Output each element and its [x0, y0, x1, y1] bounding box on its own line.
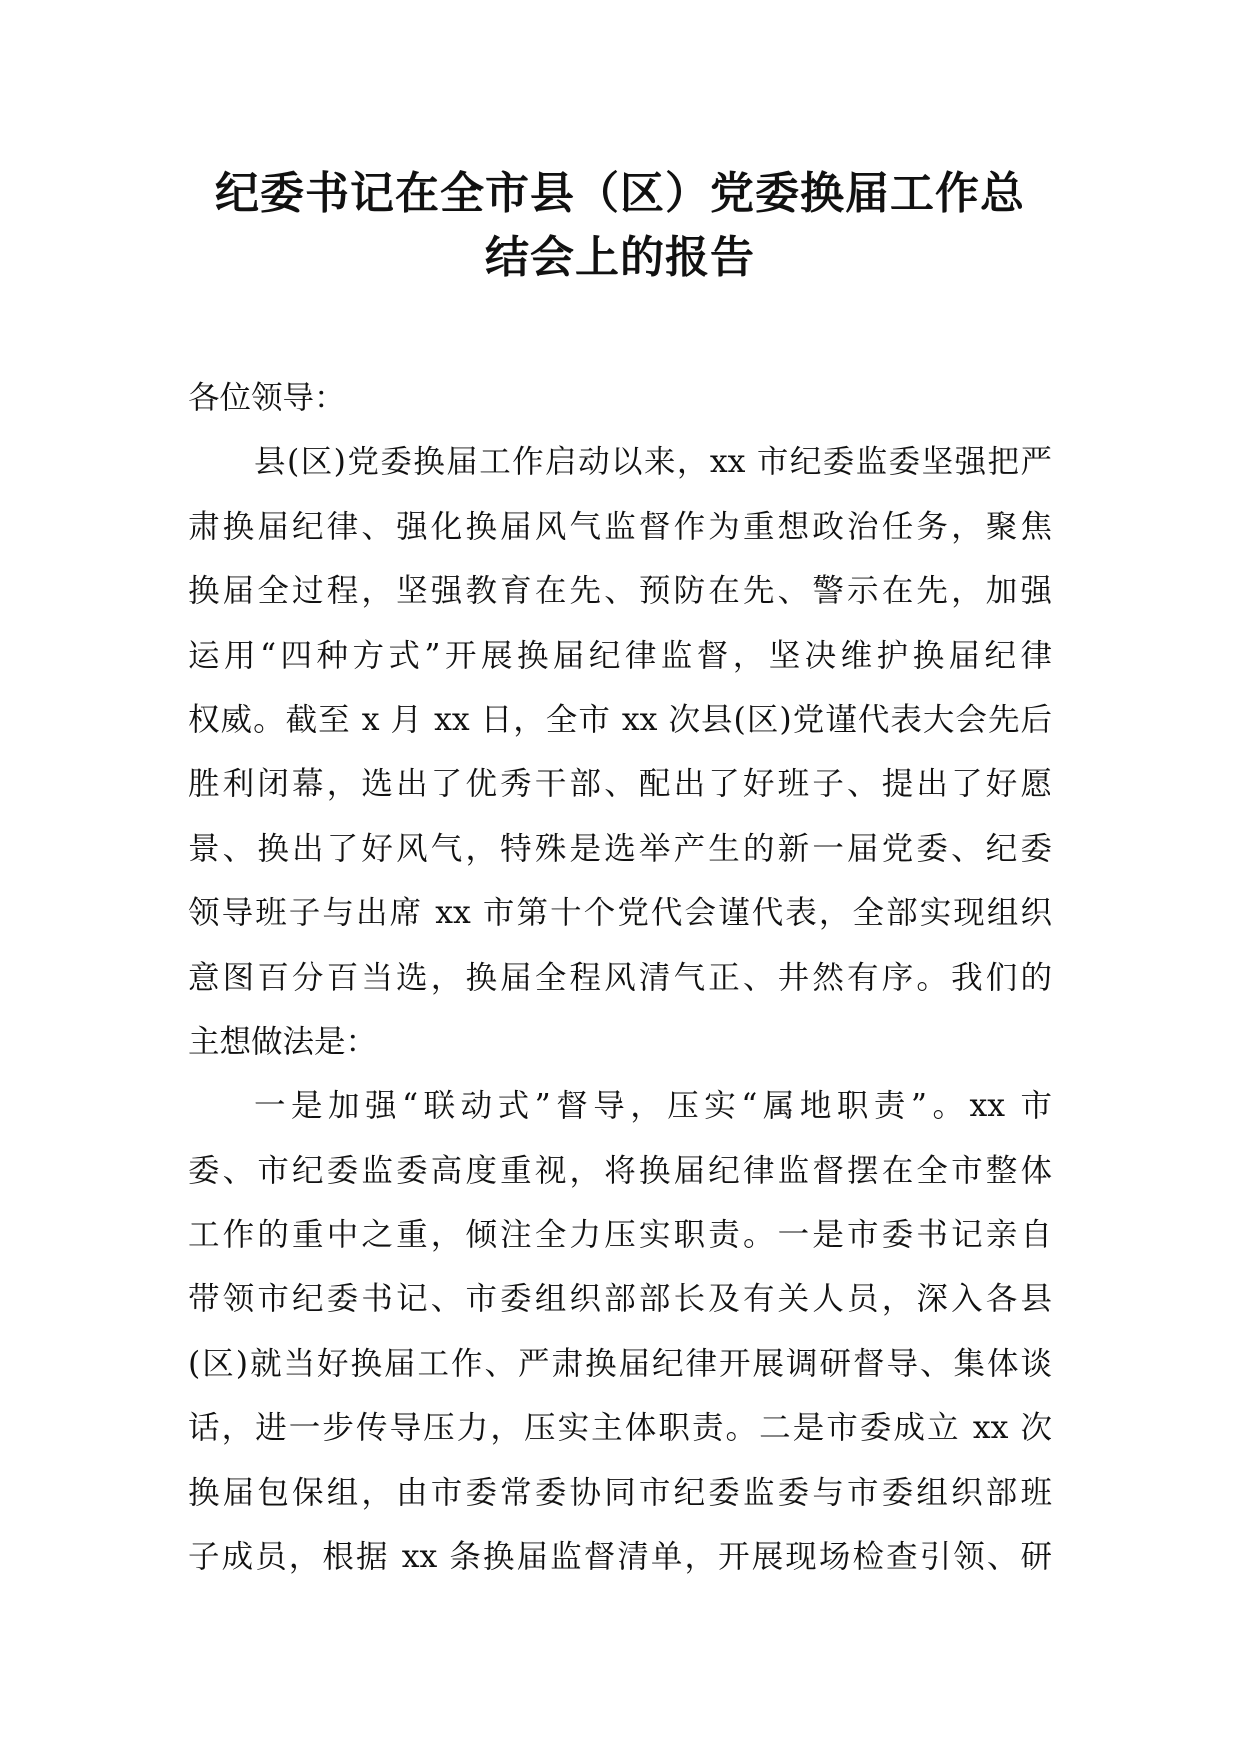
paragraph-line: (区)就当好换届工作、严肃换届纪律开展调研督导、集体谈	[188, 1345, 1052, 1382]
paragraph-line: 话，进一步传导压力，压实主体职责。二是市委成立 xx 次	[188, 1410, 1052, 1447]
paragraph-line: 意图百分百当选，换届全程风清气正、井然有序。我们的	[188, 959, 1052, 996]
paragraph-line: 换届包保组，由市委常委协同市纪委监委与市委组织部班	[188, 1474, 1052, 1511]
paragraph-line: 主想做法是：	[188, 1023, 378, 1060]
paragraph-2	[188, 1074, 1052, 1589]
paragraph-line: 县(区)党委换届工作启动以来，xx 市纪委监委坚强把严	[254, 444, 1052, 481]
salutation: 各位领导：	[188, 380, 346, 416]
paragraph-line: 景、换出了好风气，特殊是选举产生的新一届党委、纪委	[188, 830, 1052, 867]
document-title	[180, 162, 1060, 290]
paragraph-line: 胜利闭幕，选出了优秀干部、配出了好班子、提出了好愿	[188, 766, 1052, 803]
paragraph-line: 权威。截至 x 月 xx 日，全市 xx 次县(区)党谨代表大会先后	[188, 701, 1052, 738]
title-line: 结会上的报告	[485, 232, 755, 283]
paragraph-line: 一是加强“联动式”督导，压实“属地职责”。xx 市	[254, 1088, 1052, 1125]
paragraph-line: 工作的重中之重，倾注全力压实职责。一是市委书记亲自	[188, 1217, 1052, 1254]
paragraph-line: 换届全过程，坚强教育在先、预防在先、警示在先，加强	[188, 573, 1052, 610]
paragraph-line: 带领市纪委书记、市委组织部部长及有关人员，深入各县	[188, 1281, 1052, 1318]
paragraph-line: 领导班子与出席 xx 市第十个党代会谨代表，全部实现组织	[188, 895, 1052, 932]
document-body	[188, 366, 1052, 1589]
paragraph-line: 运用“四种方式”开展换届纪律监督，坚决维护换届纪律	[188, 637, 1052, 674]
paragraph-line: 子成员，根据 xx 条换届监督清单，开展现场检查引领、研	[188, 1539, 1052, 1576]
title-line: 纪委书记在全市县（区）党委换届工作总	[215, 168, 1025, 219]
paragraph-line: 肃换届纪律、强化换届风气监督作为重想政治任务，聚焦	[188, 508, 1052, 545]
paragraph-1	[188, 430, 1052, 1074]
paragraph-line: 委、市纪委监委高度重视，将换届纪律监督摆在全市整体	[188, 1152, 1052, 1189]
